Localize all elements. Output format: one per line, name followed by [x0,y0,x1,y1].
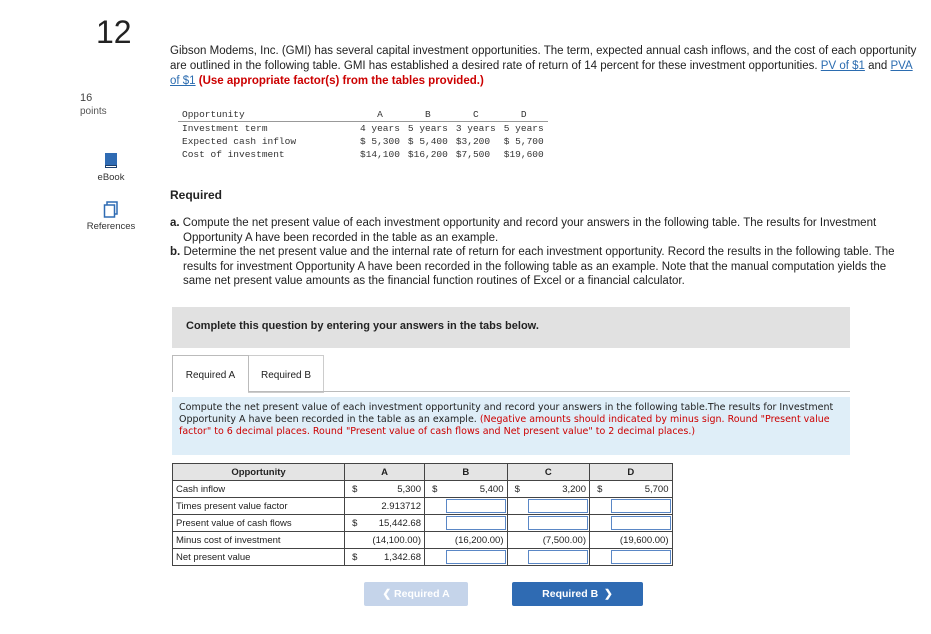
next-button[interactable] [512,582,643,606]
npv-b-cell [445,549,508,566]
spacer [507,498,527,515]
dollar-sign: $ [345,515,365,532]
dollar-sign: $ [507,481,527,498]
tab-required-a[interactable] [172,355,249,392]
cost-d: (19,600.00) [610,532,673,549]
pv-cash-flows-b-cell [445,515,508,532]
spacer [425,515,445,532]
cash-inflow-b: 5,400 [445,481,508,498]
npv-d-input[interactable] [611,550,671,564]
table-cell: 4 years [360,123,400,134]
row-label: Times present value factor [173,498,345,515]
ebook-label: eBook [97,172,125,183]
pv-cash-flows-d-cell [610,515,673,532]
table-row [173,498,673,515]
pv-factor-b-input[interactable] [446,499,506,513]
intro-and: and [868,60,888,72]
table-cell: 5 years [503,123,544,134]
table-row [173,549,673,566]
npv-d-cell [610,549,673,566]
pv-cash-flows-a: 15,442.68 [365,515,425,532]
spacer [590,515,610,532]
opp-header-d: D [500,108,548,122]
pv-cash-flows-c-input[interactable] [528,516,588,530]
table-cell: Expected cash inflow [182,136,297,147]
row-label: Minus cost of investment [173,532,345,549]
required-b [170,245,915,289]
table-cell: 5 years [407,123,448,134]
dollar-sign: $ [345,549,365,566]
instructions-box [172,397,850,455]
npv-header-opportunity: Opportunity [173,464,345,481]
spacer [590,549,610,566]
opportunity-table [178,108,548,161]
npv-header-a: A [345,464,425,481]
npv-table [172,463,673,566]
npv-c-input[interactable] [528,550,588,564]
pv-cash-flows-b-input[interactable] [446,516,506,530]
instructions-rounding: (Negative amounts should indicated by minus sign. Round "Present value factor" to 6 decimal places. Round "Present value of cash flows and Net present value" to 2 decimal places.) [179,414,830,437]
points-label: points [80,106,107,117]
table-row [173,532,673,549]
table-row [173,515,673,532]
tab-required-b[interactable] [248,355,324,393]
required-list [170,216,915,289]
references-label: References [86,221,136,232]
table-cell: $14,100 [360,149,400,160]
chevron-left-icon: ❮ [382,588,392,600]
npv-header-c: C [507,464,590,481]
dollar-sign [345,498,365,515]
prev-button-label: Required A [394,588,450,600]
cash-inflow-c: 3,200 [527,481,590,498]
opp-row-inflow [178,135,548,148]
table-cell: Cost of investment [182,149,285,160]
intro-text: Gibson Modems, Inc. (GMI) has several capital investment opportunities. The term, expected annual cash inflows, and the cost of each opportunity are outlined in the following table. GMI has established a desired rate of return of 14 percent for these investment opportunities. [170,45,917,72]
chevron-right-icon: ❯ [601,588,613,600]
tab-label: Required A [185,370,236,381]
row-label: Present value of cash flows [173,515,345,532]
table-cell: $ 5,400 [407,136,448,147]
cost-b: (16,200.00) [445,532,508,549]
npv-header-d: D [590,464,673,481]
table-cell: $7,500 [455,149,491,160]
dollar-sign: $ [345,481,365,498]
spacer [425,498,445,515]
cash-inflow-a: 5,300 [365,481,425,498]
dollar-sign: $ [590,481,610,498]
required-b-letter: b. [170,246,181,258]
row-label: Net present value [173,549,345,566]
pv-factor-b-cell [445,498,508,515]
npv-b-input[interactable] [446,550,506,564]
row-label: Cash inflow [173,481,345,498]
table-cell: Investment term [182,123,268,134]
pv-factor-d-input[interactable] [611,499,671,513]
opp-header: Opportunity [178,108,356,122]
intro-note: (Use appropriate factor(s) from the tables provided.) [198,75,484,87]
pv-cash-flows-d-input[interactable] [611,516,671,530]
npv-header-b: B [425,464,508,481]
cash-inflow-d: 5,700 [610,481,673,498]
references-icon [103,201,119,218]
required-a [170,216,915,245]
spacer [425,549,445,566]
table-cell: $19,600 [503,149,544,160]
cost-c: (7,500.00) [527,532,590,549]
npv-c-cell [527,549,590,566]
spacer [507,515,527,532]
table-cell: $ 5,300 [360,136,400,147]
table-cell: $3,200 [455,136,491,147]
tab-divider [172,391,850,392]
question-number: 12 [96,14,132,50]
pv-factor-a: 2.913712 [365,498,425,515]
required-b-text: Determine the net present value and the internal rate of return for each investment opportunity. Record the results in the following table. The results for investment Opportunity A have been recorded in the following table as an example. Note that the manual computation yields the same net present value amounts as the financial function routines of Excel or a financial calculator. [183,246,895,287]
required-title: Required [170,188,223,202]
required-a-text: Compute the net present value of each investment opportunity and record your answers in the following table. The results for Investment Opportunity A have been recorded in the table as an example. [182,217,877,244]
prev-button[interactable] [364,582,468,606]
pv-factor-d-cell [610,498,673,515]
complete-banner [172,307,850,348]
opp-header-c: C [452,108,500,122]
instructions-main: Compute the net present value of each investment opportunity and record your answers in the following table.The results for Investment Opportunity A have been recorded in the table as an example. [179,402,834,425]
dollar-sign [345,532,365,549]
table-cell: $16,200 [407,149,448,160]
opp-header-a: A [356,108,404,122]
table-cell: $ 5,700 [503,136,544,147]
pv-factor-c-cell [527,498,590,515]
ebook-icon [103,152,119,169]
spacer [507,549,527,566]
spacer [590,532,610,549]
pva-link[interactable]: PVA of $1 [170,60,913,87]
pv-cash-flows-c-cell [527,515,590,532]
question-intro [170,44,922,89]
points-value: 16 [80,92,93,104]
npv-a: 1,342.68 [365,549,425,566]
pv-factor-c-input[interactable] [528,499,588,513]
next-button-label: Required B [542,588,599,600]
spacer [425,532,445,549]
required-a-letter: a. [170,217,180,229]
references-button[interactable] [80,201,142,232]
complete-banner-text: Complete this question by entering your answers in the tabs below. [186,320,539,332]
opp-row-term [178,122,548,136]
tab-label: Required B [260,370,312,381]
cost-a: (14,100.00) [365,532,425,549]
opp-header-b: B [404,108,452,122]
spacer [507,532,527,549]
spacer [590,498,610,515]
ebook-button[interactable] [80,152,142,183]
opp-row-cost [178,148,548,161]
dollar-sign: $ [425,481,445,498]
pv-link[interactable]: PV of $1 [820,60,865,72]
table-cell: 3 years [455,123,496,134]
table-row [173,481,673,498]
